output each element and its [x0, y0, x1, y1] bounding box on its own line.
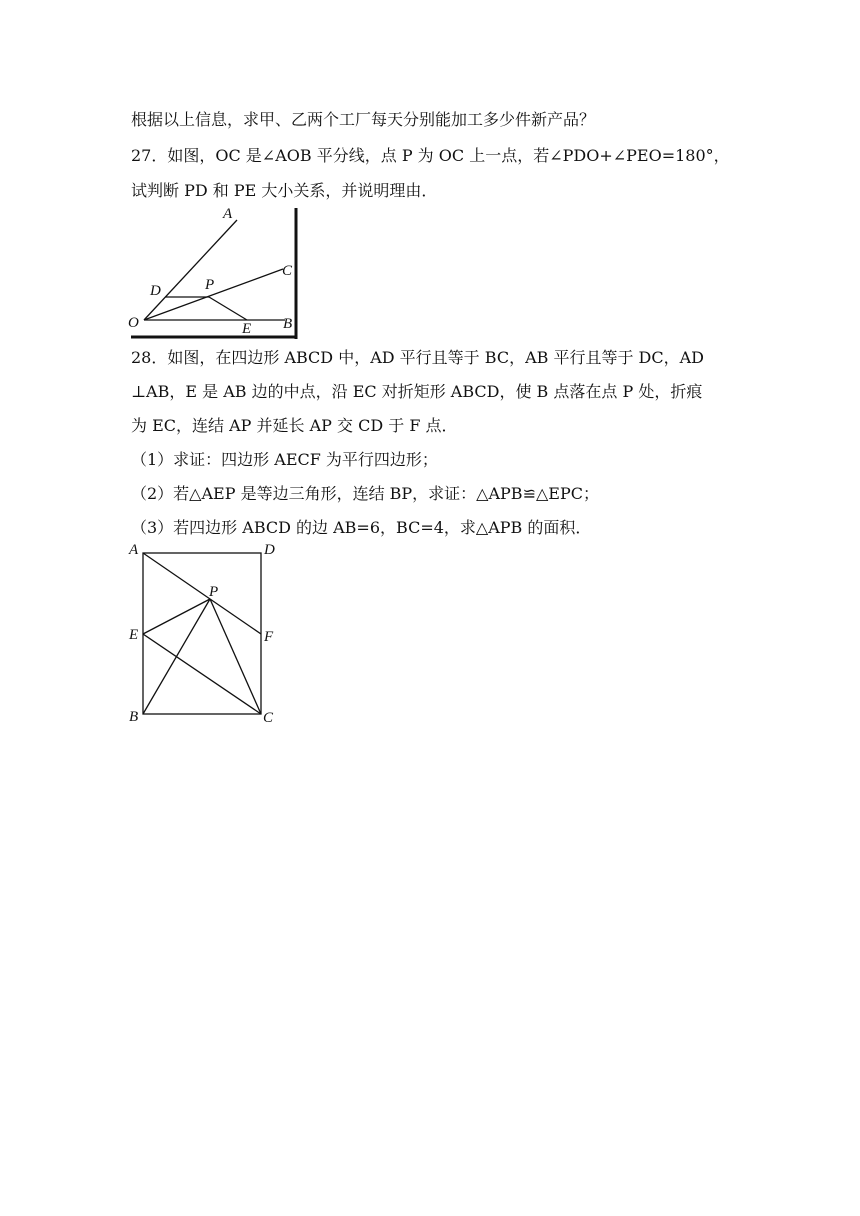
rectangle-ABCD [143, 553, 261, 714]
problem-27-line-2: 试判断 PD 和 PE 大小关系，并说明理由． [131, 181, 438, 200]
segment-AF [143, 553, 261, 634]
problem-28-line-2: ⊥AB，E 是 AB 边的中点，沿 EC 对折矩形 ABCD，使 B 点落在点 P 处，折痕 [131, 382, 703, 401]
text-line-1: 根据以上信息，求甲、乙两个工厂每天分别能加工多少件新产品？ [131, 110, 596, 129]
label-F: F [264, 629, 274, 645]
label-O: O [128, 315, 139, 331]
label-P: P [209, 584, 219, 600]
label-B: B [283, 316, 293, 332]
label-E: E [129, 627, 139, 643]
label-D: D [264, 542, 275, 558]
label-A: A [223, 206, 233, 222]
label-C: C [263, 710, 274, 726]
label-B: B [129, 709, 139, 725]
segment-PE [209, 297, 247, 320]
problem-27-line-1: 27．如图，OC 是∠AOB 平分线，点 P 为 OC 上一点，若∠PDO+∠PEO=180°， [131, 146, 730, 165]
problem-28-line-3: 为 EC，连结 AP 并延长 AP 交 CD 于 F 点． [131, 416, 458, 435]
problem-28-part-1: （1）求证：四边形 AECF 为平行四边形； [131, 450, 438, 469]
figure-28-folded-rectangle [125, 540, 285, 730]
label-P: P [205, 277, 215, 293]
figure-27-angle-bisector [125, 200, 305, 345]
problem-28-part-3: （3）若四边形 ABCD 的边 AB=6，BC=4，求△APB 的面积． [131, 518, 592, 537]
label-A: A [129, 542, 139, 558]
label-C: C [282, 263, 293, 279]
label-E: E [242, 321, 252, 337]
label-D: D [150, 283, 161, 299]
problem-28-line-1: 28．如图，在四边形 ABCD 中，AD 平行且等于 BC，AB 平行且等于 DC，AD [131, 348, 705, 367]
problem-28-part-2: （2）若△AEP 是等边三角形，连结 BP，求证：△APB≌△EPC； [131, 484, 599, 503]
